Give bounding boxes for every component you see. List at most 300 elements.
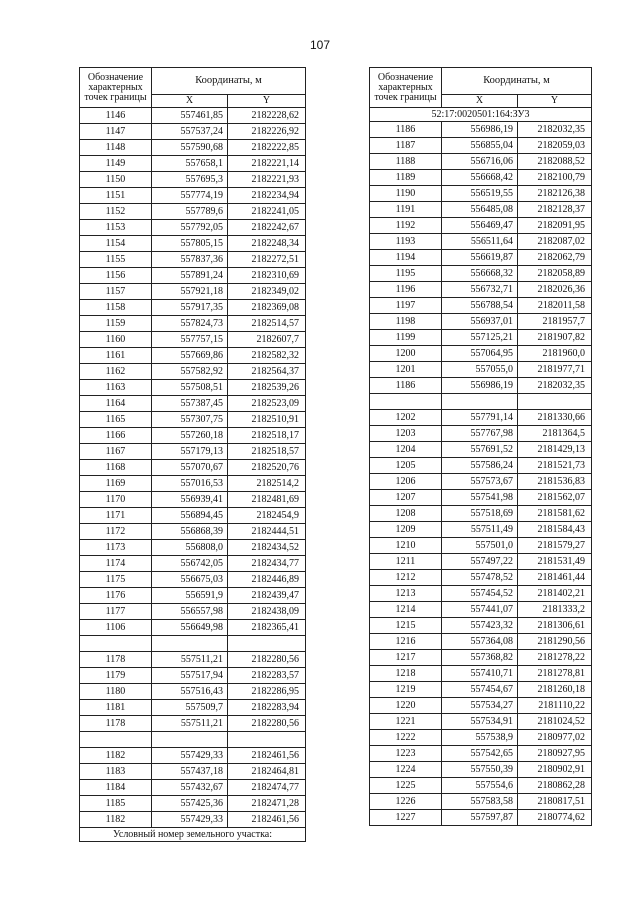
y-coordinate-cell: 2181977,71 [518, 362, 592, 378]
y-coordinate-cell: 2182514,57 [228, 316, 306, 332]
table-row [80, 380, 306, 396]
point-id-cell: 1146 [80, 108, 152, 124]
point-id-cell: 1192 [370, 218, 442, 234]
table-row [370, 234, 592, 250]
x-coordinate-cell: 557425,36 [152, 796, 228, 812]
y-coordinate-cell: 2180977,02 [518, 730, 592, 746]
point-id-cell: 1225 [370, 778, 442, 794]
table-row [80, 156, 306, 172]
x-coordinate-cell: 557125,21 [442, 330, 518, 346]
table-row [370, 138, 592, 154]
x-coordinate-cell: 556939,41 [152, 492, 228, 508]
x-coordinate-cell: 556868,39 [152, 524, 228, 540]
table-row [370, 394, 592, 410]
table-row [370, 202, 592, 218]
x-coordinate-cell: 557511,21 [152, 652, 228, 668]
y-coordinate-cell: 2182471,28 [228, 796, 306, 812]
x-coordinate-cell: 557423,32 [442, 618, 518, 634]
point-id-cell: 1194 [370, 250, 442, 266]
table-row [80, 300, 306, 316]
point-id-cell: 1177 [80, 604, 152, 620]
table-row [80, 108, 306, 124]
point-id-cell: 1202 [370, 410, 442, 426]
y-coordinate-cell: 2181278,81 [518, 666, 592, 682]
x-coordinate-cell: 557573,67 [442, 474, 518, 490]
table-row [370, 154, 592, 170]
point-id-cell: 1153 [80, 220, 152, 236]
point-id-cell: 1168 [80, 460, 152, 476]
x-coordinate-cell: 556557,98 [152, 604, 228, 620]
x-coordinate-cell: 557055,0 [442, 362, 518, 378]
x-coordinate-cell: 556591,9 [152, 588, 228, 604]
y-coordinate-cell: 2182032,35 [518, 378, 592, 394]
x-coordinate-cell: 557537,24 [152, 124, 228, 140]
y-coordinate-cell: 2180817,51 [518, 794, 592, 810]
point-id-cell: 1218 [370, 666, 442, 682]
point-id-cell: 1217 [370, 650, 442, 666]
table-row [80, 252, 306, 268]
y-coordinate-cell: 2182439,47 [228, 588, 306, 604]
point-id-cell: 1221 [370, 714, 442, 730]
x-coordinate-cell: 557429,33 [152, 748, 228, 764]
y-coordinate-cell: 2182242,67 [228, 220, 306, 236]
point-id-cell: 1187 [370, 138, 442, 154]
table-row [80, 508, 306, 524]
y-coordinate-cell: 2181402,21 [518, 586, 592, 602]
x-coordinate-cell: 556894,45 [152, 508, 228, 524]
table-row [370, 554, 592, 570]
y-coordinate-cell: 2182461,56 [228, 748, 306, 764]
y-coordinate-cell: 2182062,79 [518, 250, 592, 266]
point-id-cell: 1186 [370, 122, 442, 138]
table-row [80, 268, 306, 284]
table-row [80, 652, 306, 668]
x-coordinate-cell: 557597,87 [442, 810, 518, 826]
y-coordinate-cell: 2182011,58 [518, 298, 592, 314]
y-coordinate-cell: 2182272,51 [228, 252, 306, 268]
point-id-cell: 1197 [370, 298, 442, 314]
y-coordinate-cell: 2182510,91 [228, 412, 306, 428]
y-coordinate-cell: 2182221,14 [228, 156, 306, 172]
table-row [370, 506, 592, 522]
point-id-cell [80, 636, 152, 652]
x-coordinate-cell: 557070,67 [152, 460, 228, 476]
x-coordinate-cell: 557541,98 [442, 490, 518, 506]
x-coordinate-cell: 557921,18 [152, 284, 228, 300]
x-coordinate-cell: 556855,04 [442, 138, 518, 154]
y-coordinate-cell: 2181024,52 [518, 714, 592, 730]
x-coordinate-cell: 556732,71 [442, 282, 518, 298]
table-row [370, 426, 592, 442]
table-row [80, 556, 306, 572]
table-row [80, 780, 306, 796]
y-coordinate-cell: 2182228,62 [228, 108, 306, 124]
x-coordinate-cell: 556986,19 [442, 122, 518, 138]
x-coordinate-cell: 557478,52 [442, 570, 518, 586]
point-id-cell: 1216 [370, 634, 442, 650]
table-row [80, 620, 306, 636]
x-coordinate-cell [442, 394, 518, 410]
table-row [80, 796, 306, 812]
x-coordinate-cell: 557583,58 [442, 794, 518, 810]
y-coordinate-cell: 2181584,43 [518, 522, 592, 538]
x-coordinate-cell: 557461,85 [152, 108, 228, 124]
x-header: X [442, 95, 518, 108]
point-id-cell: 1171 [80, 508, 152, 524]
y-coordinate-cell: 2182464,81 [228, 764, 306, 780]
y-coordinate-cell: 2181521,73 [518, 458, 592, 474]
coordinates-table-right [369, 67, 592, 826]
y-coordinate-cell: 2181461,44 [518, 570, 592, 586]
table-row [80, 444, 306, 460]
table-row [80, 748, 306, 764]
point-id-cell: 1149 [80, 156, 152, 172]
y-coordinate-cell: 2182059,03 [518, 138, 592, 154]
point-id-cell: 1196 [370, 282, 442, 298]
table-row [80, 140, 306, 156]
table-row [80, 636, 306, 652]
y-coordinate-cell: 2181330,66 [518, 410, 592, 426]
point-id-cell: 1163 [80, 380, 152, 396]
table-row [80, 316, 306, 332]
point-id-cell: 1176 [80, 588, 152, 604]
parcel-section-header: 52:17:0020501:164:ЗУ3 [370, 108, 592, 122]
x-coordinate-cell: 557767,98 [442, 426, 518, 442]
point-id-cell: 1213 [370, 586, 442, 602]
table-row [370, 282, 592, 298]
point-id-cell: 1167 [80, 444, 152, 460]
table-row [80, 604, 306, 620]
y-coordinate-cell: 2182454,9 [228, 508, 306, 524]
x-coordinate-cell: 557582,92 [152, 364, 228, 380]
y-coordinate-cell: 2182280,56 [228, 716, 306, 732]
y-coordinate-cell: 2182026,36 [518, 282, 592, 298]
y-coordinate-cell: 2182226,92 [228, 124, 306, 140]
point-id-cell: 1206 [370, 474, 442, 490]
x-coordinate-cell: 556675,03 [152, 572, 228, 588]
coordinates-table-left [79, 67, 306, 842]
table-row [80, 540, 306, 556]
point-id-cell: 1191 [370, 202, 442, 218]
y-coordinate-cell: 2182365,41 [228, 620, 306, 636]
y-coordinate-cell: 2182241,05 [228, 204, 306, 220]
point-id-cell: 1148 [80, 140, 152, 156]
point-id-cell: 1173 [80, 540, 152, 556]
y-header: Y [518, 95, 592, 108]
table-row [370, 122, 592, 138]
point-id-cell: 1220 [370, 698, 442, 714]
table-row [80, 428, 306, 444]
table-row [370, 458, 592, 474]
table-row [370, 634, 592, 650]
point-id-cell: 1175 [80, 572, 152, 588]
point-id-cell: 1215 [370, 618, 442, 634]
x-coordinate-cell: 557837,36 [152, 252, 228, 268]
point-id-cell: 1182 [80, 812, 152, 828]
y-coordinate-cell: 2181531,49 [518, 554, 592, 570]
point-id-cell: 1214 [370, 602, 442, 618]
x-coordinate-cell: 557437,18 [152, 764, 228, 780]
x-coordinate-cell: 557454,67 [442, 682, 518, 698]
y-coordinate-cell: 2181581,62 [518, 506, 592, 522]
y-coordinate-cell: 2181907,82 [518, 330, 592, 346]
table-row [80, 668, 306, 684]
table-row [370, 362, 592, 378]
x-coordinate-cell: 556619,87 [442, 250, 518, 266]
table-row [370, 794, 592, 810]
point-id-cell: 1212 [370, 570, 442, 586]
table-row [80, 332, 306, 348]
point-id-cell: 1162 [80, 364, 152, 380]
x-coordinate-cell: 557590,68 [152, 140, 228, 156]
table-row [80, 700, 306, 716]
table-row [370, 538, 592, 554]
y-coordinate-cell: 2182446,89 [228, 572, 306, 588]
point-id-cell: 1208 [370, 506, 442, 522]
point-id-cell: 1200 [370, 346, 442, 362]
x-coordinate-cell: 557824,73 [152, 316, 228, 332]
y-coordinate-cell: 2182032,35 [518, 122, 592, 138]
y-coordinate-cell: 2181333,2 [518, 602, 592, 618]
table-row [370, 714, 592, 730]
y-coordinate-cell: 2182564,37 [228, 364, 306, 380]
table-row [370, 762, 592, 778]
table-row [370, 490, 592, 506]
x-coordinate-cell: 557554,6 [442, 778, 518, 794]
point-id-cell: 1147 [80, 124, 152, 140]
y-coordinate-cell: 2182434,77 [228, 556, 306, 572]
point-id-cell: 1193 [370, 234, 442, 250]
point-id-cell: 1160 [80, 332, 152, 348]
y-coordinate-cell: 2182128,37 [518, 202, 592, 218]
point-id-cell: 1210 [370, 538, 442, 554]
table-row [80, 364, 306, 380]
y-coordinate-cell: 2182539,26 [228, 380, 306, 396]
table-row [370, 682, 592, 698]
point-id-cell: 1178 [80, 716, 152, 732]
point-id-cell: 1181 [80, 700, 152, 716]
y-coordinate-cell: 2182349,02 [228, 284, 306, 300]
table-row [370, 218, 592, 234]
y-coordinate-cell: 2182100,79 [518, 170, 592, 186]
table-row [370, 314, 592, 330]
point-id-cell: 1157 [80, 284, 152, 300]
table-row [370, 810, 592, 826]
point-id-cell: 1186 [370, 378, 442, 394]
table-row [80, 572, 306, 588]
table-row [370, 186, 592, 202]
x-coordinate-cell: 557669,86 [152, 348, 228, 364]
table-row [80, 396, 306, 412]
y-coordinate-cell [228, 732, 306, 748]
table-row [370, 666, 592, 682]
y-coordinate-cell: 2182369,08 [228, 300, 306, 316]
x-coordinate-cell: 557511,49 [442, 522, 518, 538]
y-coordinate-cell: 2182607,7 [228, 332, 306, 348]
point-id-cell: 1219 [370, 682, 442, 698]
point-id-cell: 1150 [80, 172, 152, 188]
y-coordinate-cell: 2181960,0 [518, 346, 592, 362]
x-coordinate-cell: 556511,64 [442, 234, 518, 250]
table-row [370, 266, 592, 282]
y-coordinate-cell: 2182474,77 [228, 780, 306, 796]
table-row [370, 730, 592, 746]
x-coordinate-cell: 557432,67 [152, 780, 228, 796]
y-coordinate-cell: 2180774,62 [518, 810, 592, 826]
table-row [80, 412, 306, 428]
y-coordinate-cell: 2180862,28 [518, 778, 592, 794]
footnote: Условный номер земельного участка: [80, 828, 306, 842]
x-coordinate-cell: 557516,43 [152, 684, 228, 700]
point-id-cell: 1188 [370, 154, 442, 170]
y-coordinate-cell: 2182286,95 [228, 684, 306, 700]
y-coordinate-cell: 2182091,95 [518, 218, 592, 234]
point-id-cell: 1184 [80, 780, 152, 796]
point-id-cell: 1185 [80, 796, 152, 812]
y-coordinate-cell: 2182438,09 [228, 604, 306, 620]
point-id-cell: 1223 [370, 746, 442, 762]
table-row [370, 746, 592, 762]
x-coordinate-cell: 556668,32 [442, 266, 518, 282]
table-row [370, 330, 592, 346]
y-coordinate-cell: 2182481,69 [228, 492, 306, 508]
table-row [370, 698, 592, 714]
point-id-cell: 1205 [370, 458, 442, 474]
table-row [370, 346, 592, 362]
point-id-cell: 1178 [80, 652, 152, 668]
y-coordinate-cell: 2181278,22 [518, 650, 592, 666]
y-coordinate-cell: 2182222,85 [228, 140, 306, 156]
x-coordinate-cell: 557368,82 [442, 650, 518, 666]
y-coordinate-cell: 2182280,56 [228, 652, 306, 668]
x-coordinate-cell: 557757,15 [152, 332, 228, 348]
x-coordinate-cell: 557410,71 [442, 666, 518, 682]
table-row [370, 250, 592, 266]
y-coordinate-cell [228, 636, 306, 652]
coordinates-header: Координаты, м [442, 68, 592, 95]
x-coordinate-cell: 556519,55 [442, 186, 518, 202]
point-id-cell: 1158 [80, 300, 152, 316]
x-coordinate-cell: 556742,05 [152, 556, 228, 572]
point-id-cell: 1211 [370, 554, 442, 570]
table-row [80, 284, 306, 300]
x-coordinate-cell: 556668,42 [442, 170, 518, 186]
table-row [80, 732, 306, 748]
point-id-cell [80, 732, 152, 748]
x-coordinate-cell: 557260,18 [152, 428, 228, 444]
x-coordinate-cell: 557542,65 [442, 746, 518, 762]
x-coordinate-cell: 557364,08 [442, 634, 518, 650]
y-coordinate-cell: 2181260,18 [518, 682, 592, 698]
y-coordinate-cell: 2181957,7 [518, 314, 592, 330]
x-coordinate-cell: 557307,75 [152, 412, 228, 428]
table-row [80, 172, 306, 188]
y-coordinate-cell: 2182523,09 [228, 396, 306, 412]
point-id-cell: 1207 [370, 490, 442, 506]
point-id-cell: 1161 [80, 348, 152, 364]
point-id-cell: 1226 [370, 794, 442, 810]
x-coordinate-cell: 557534,27 [442, 698, 518, 714]
point-id-cell: 1227 [370, 810, 442, 826]
x-coordinate-cell: 557501,0 [442, 538, 518, 554]
point-id-cell [370, 394, 442, 410]
point-id-cell: 1180 [80, 684, 152, 700]
point-id-cell: 1154 [80, 236, 152, 252]
x-coordinate-cell: 556788,54 [442, 298, 518, 314]
point-id-cell: 1201 [370, 362, 442, 378]
y-coordinate-cell [518, 394, 592, 410]
y-coordinate-cell: 2182518,17 [228, 428, 306, 444]
table-row [370, 650, 592, 666]
table-row [80, 204, 306, 220]
point-id-cell: 1183 [80, 764, 152, 780]
x-coordinate-cell: 557179,13 [152, 444, 228, 460]
table-row [370, 410, 592, 426]
table-row [80, 220, 306, 236]
table-row [370, 618, 592, 634]
point-label-header: Обозначение характерных точек границы [370, 68, 442, 108]
point-id-cell: 1190 [370, 186, 442, 202]
x-coordinate-cell: 557805,15 [152, 236, 228, 252]
x-coordinate-cell: 557534,91 [442, 714, 518, 730]
x-coordinate-cell: 557550,39 [442, 762, 518, 778]
table-row [370, 170, 592, 186]
table-row [370, 298, 592, 314]
point-id-cell: 1174 [80, 556, 152, 572]
table-row [80, 684, 306, 700]
point-id-cell: 1179 [80, 668, 152, 684]
table-row [370, 570, 592, 586]
point-id-cell: 1159 [80, 316, 152, 332]
coordinates-header: Координаты, м [152, 68, 306, 95]
x-coordinate-cell: 557789,6 [152, 204, 228, 220]
point-id-cell: 1156 [80, 268, 152, 284]
x-coordinate-cell: 556716,06 [442, 154, 518, 170]
x-coordinate-cell: 556485,08 [442, 202, 518, 218]
point-id-cell: 1170 [80, 492, 152, 508]
table-row [80, 588, 306, 604]
table-row [370, 442, 592, 458]
x-coordinate-cell [152, 636, 228, 652]
point-id-cell: 1172 [80, 524, 152, 540]
x-header: X [152, 95, 228, 108]
y-coordinate-cell: 2181290,56 [518, 634, 592, 650]
x-coordinate-cell: 557891,24 [152, 268, 228, 284]
point-id-cell: 1198 [370, 314, 442, 330]
table-row [370, 522, 592, 538]
x-coordinate-cell: 557518,69 [442, 506, 518, 522]
point-id-cell: 1199 [370, 330, 442, 346]
y-coordinate-cell: 2182518,57 [228, 444, 306, 460]
y-coordinate-cell: 2182582,32 [228, 348, 306, 364]
y-coordinate-cell: 2182310,69 [228, 268, 306, 284]
point-id-cell: 1224 [370, 762, 442, 778]
x-coordinate-cell: 556937,01 [442, 314, 518, 330]
point-label-header: Обозначение характерных точек границы [80, 68, 152, 108]
x-coordinate-cell: 556808,0 [152, 540, 228, 556]
table-row [80, 492, 306, 508]
x-coordinate-cell: 557517,94 [152, 668, 228, 684]
table-row [80, 812, 306, 828]
point-id-cell: 1169 [80, 476, 152, 492]
point-id-cell: 1152 [80, 204, 152, 220]
y-coordinate-cell: 2182126,38 [518, 186, 592, 202]
x-coordinate-cell: 557917,35 [152, 300, 228, 316]
y-coordinate-cell: 2181110,22 [518, 698, 592, 714]
y-coordinate-cell: 2182434,52 [228, 540, 306, 556]
x-coordinate-cell: 557064,95 [442, 346, 518, 362]
y-coordinate-cell: 2181364,5 [518, 426, 592, 442]
